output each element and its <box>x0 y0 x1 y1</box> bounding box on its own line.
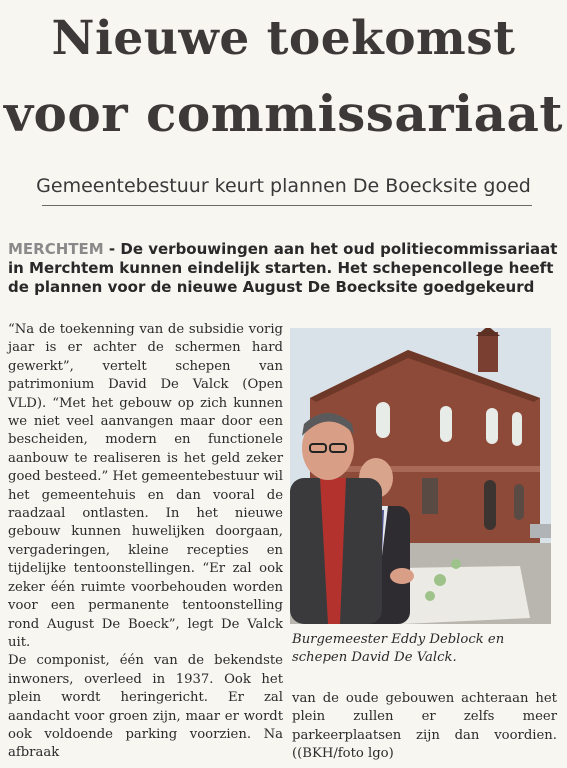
photo-illustration <box>290 328 551 624</box>
body-paragraph: van de oude gebouwen achteraan het plein zullen er zelfs meer parkeerplaatsen zijn dan voordien. ((BKH/foto lgo) <box>292 691 557 762</box>
headline-line-2: voor commissariaat <box>3 84 564 143</box>
body-column-left <box>8 321 283 763</box>
lead-text: - De verbouwingen aan het oud politiecommissariaat in Merchtem kunnen eindelijk starten. Het schepencollege heeft de plannen voor de nieuwe August De Boecksite goedgekeurd <box>8 240 558 296</box>
body-column-right <box>292 690 557 764</box>
lead-paragraph <box>8 240 558 297</box>
subheadline-rule <box>42 205 532 206</box>
photo-caption: Burgemeester Eddy Deblock en schepen David De Valck. <box>292 632 505 666</box>
headline-line-1: Nieuwe toekomst <box>51 11 516 66</box>
body-paragraph: De componist, één van de bekendste inwoners, overleed in 1937. Ook het plein wordt heringericht. Er zal aandacht voor groen zijn, maar er wordt ook voldoende parking voorzien. Na afbraak <box>8 653 283 761</box>
dateline: MERCHTEM <box>8 240 104 258</box>
body-paragraph: “Na de toekenning van de subsidie vorig jaar is er achter de schermen hard gewerkt”, vertelt schepen van patrimonium David De Valck (Open VLD). “Met het gebouw op zich kunnen we niet veel aanvangen maar door een bescheiden, modern en functionele aanbouw te realiseren is het geld zeker goed besteed.” Het gemeentebestuur wil het gemeentehuis en dan vooral de raadzaal ontlasten. In het nieuwe gebouw kunnen huwelijken doorgaan, vergaderingen, kleine recepties en tijdelijke tentoonstellingen. “Er zal ook zeker één ruimte voorbehouden worden voor een permanente tentoonstelling rond August De Boeck”, legt De Valck uit. <box>8 322 283 650</box>
article-photo <box>290 328 551 624</box>
subheadline: Gemeentebestuur keurt plannen De Boecksite goed <box>36 175 531 197</box>
